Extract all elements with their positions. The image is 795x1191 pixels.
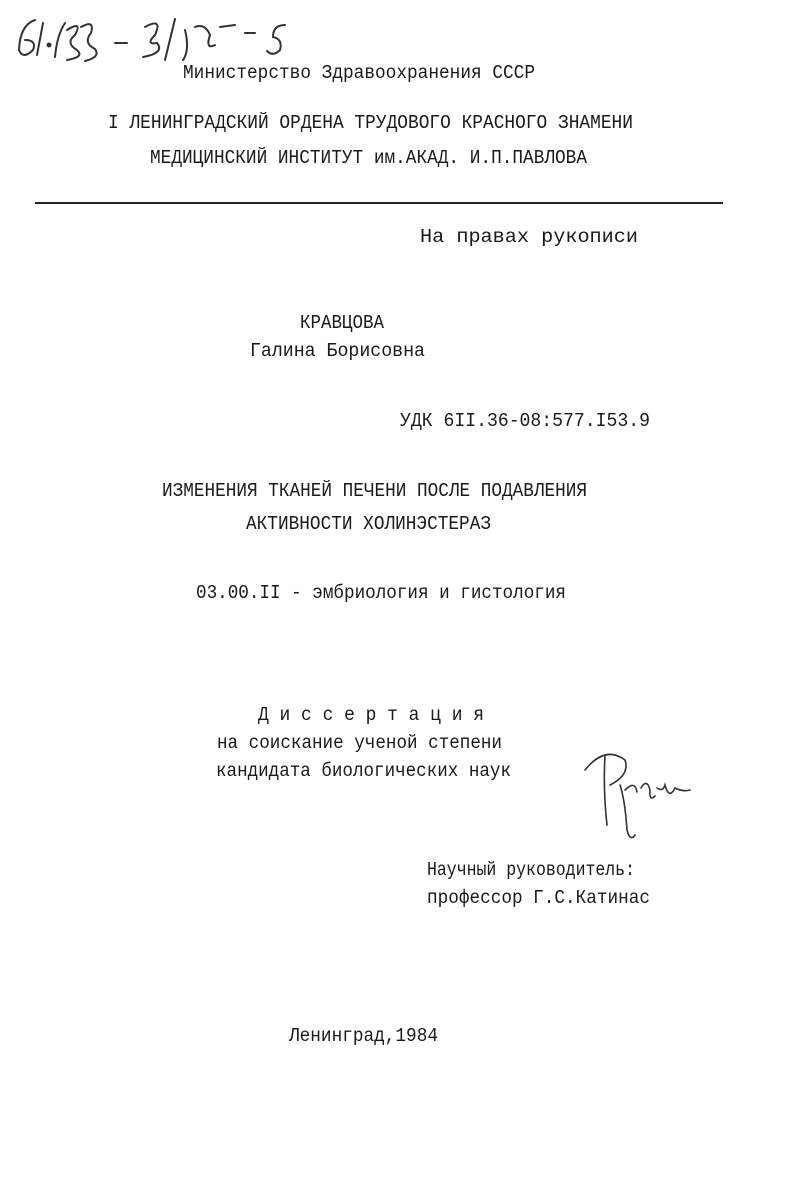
place-and-year: Ленинград,1984: [289, 1025, 438, 1047]
supervisor-label: Научный руководитель:: [427, 859, 635, 881]
author-name: Галина Борисовна: [250, 340, 425, 362]
header-divider: [35, 202, 723, 204]
supervisor-name: профессор Г.С.Катинас: [427, 887, 650, 909]
handwritten-archive-code: [5, 5, 295, 65]
rights-note: На правах рукописи: [420, 226, 638, 248]
degree-line2: кандидата биологических наук: [216, 760, 511, 782]
ministry-name: Министерство Здравоохранения СССР: [183, 62, 535, 84]
handwritten-signature: [575, 730, 695, 845]
specialty-code: 03.00.II - эмбриология и гистология: [196, 582, 566, 604]
author-surname: КРАВЦОВА: [300, 312, 384, 334]
document-type: Д и с с е р т а ц и я: [258, 704, 484, 726]
thesis-title-line2: АКТИВНОСТИ ХОЛИНЭСТЕРАЗ: [246, 513, 491, 535]
thesis-title-line1: ИЗМЕНЕНИЯ ТКАНЕЙ ПЕЧЕНИ ПОСЛЕ ПОДАВЛЕНИЯ: [162, 480, 587, 502]
udk-code: УДК 6II.36-08:577.I53.9: [400, 410, 650, 432]
institute-name-line2: МЕДИЦИНСКИЙ ИНСТИТУТ им.АКАД. И.П.ПАВЛОВА: [150, 147, 587, 169]
degree-line1: на соискание ученой степени: [217, 732, 502, 754]
institute-name-line1: I ЛЕНИНГРАДСКИЙ ОРДЕНА ТРУДОВОГО КРАСНОГО ЗНАМЕНИ: [108, 112, 633, 134]
